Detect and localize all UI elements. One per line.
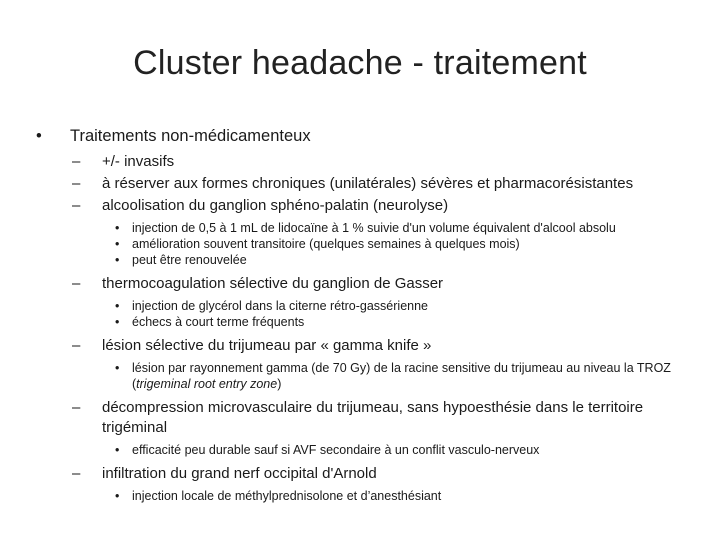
sub-item-text: échecs à court terme fréquents — [132, 315, 305, 329]
item-text: lésion sélective du trijumeau par « gamma knife » — [102, 337, 432, 354]
item-alcoolisation — [30, 196, 710, 216]
item-text: +/- invasifs — [102, 153, 175, 170]
item-thermocoagulation — [30, 274, 710, 294]
sub-item-text — [132, 361, 671, 391]
sub-list-decompression — [30, 442, 710, 458]
item-reserver — [30, 174, 710, 194]
sub-item — [30, 298, 710, 314]
item-invasifs — [30, 152, 710, 172]
sub-item-text: injection de 0,5 à 1 mL de lidocaïne à 1 % suivie d'un volume équivalent d'alcool absolu — [132, 221, 616, 235]
item-gamma-knife — [30, 336, 710, 356]
sub-item — [30, 488, 710, 504]
slide-content — [30, 124, 710, 510]
bullet-dot-icon: • — [115, 299, 120, 313]
sub-item-text: efficacité peu durable sauf si AVF secondaire à un conflit vasculo-nerveux — [132, 443, 540, 457]
sub-item-text-italic: trigeminal root entry zone — [136, 377, 278, 391]
dash-icon: – — [72, 197, 81, 214]
dash-icon: – — [72, 153, 81, 170]
item-infiltration — [30, 464, 710, 484]
item-decompression — [30, 398, 710, 438]
bullet-level1 — [30, 124, 710, 148]
bullet-dot-icon: • — [36, 127, 42, 145]
sub-item-text: amélioration souvent transitoire (quelques semaines à quelques mois) — [132, 237, 520, 251]
sub-list-thermocoagulation — [30, 298, 710, 330]
dash-icon: – — [72, 275, 81, 292]
sub-list-gamma-knife — [30, 360, 710, 392]
sub-item-text: injection locale de méthylprednisolone et d’anesthésiant — [132, 489, 442, 503]
sub-item — [30, 220, 710, 236]
dash-icon: – — [72, 175, 81, 192]
bullet-dot-icon: • — [115, 489, 120, 503]
item-text: à réserver aux formes chroniques (unilatérales) sévères et pharmacorésistantes — [102, 175, 634, 192]
sub-item-text-post: ) — [277, 377, 282, 391]
sub-item-text: injection de glycérol dans la citerne rétro-gassérienne — [132, 299, 428, 313]
sub-item — [30, 360, 710, 392]
sub-item — [30, 252, 710, 268]
bullet-text: Traitements non-médicamenteux — [70, 127, 311, 145]
sub-list-alcoolisation — [30, 220, 710, 268]
sub-item-text-pre: lésion par rayonnement gamma (de 70 Gy) de la racine sensitive du trijumeau au niveau la TROZ ( — [132, 361, 671, 391]
bullet-dot-icon: • — [115, 443, 120, 457]
sub-item-text: peut être renouvelée — [132, 253, 247, 267]
dash-icon: – — [72, 399, 81, 416]
item-text: alcoolisation du ganglion sphéno-palatin (neurolyse) — [102, 197, 449, 214]
dash-icon: – — [72, 337, 81, 354]
item-text: décompression microvasculaire du trijumeau, sans hypoesthésie dans le territoire trigéminal — [102, 399, 644, 436]
sub-item — [30, 442, 710, 458]
bullet-dot-icon: • — [115, 361, 120, 375]
sub-item — [30, 236, 710, 252]
dash-icon: – — [72, 465, 81, 482]
bullet-dot-icon: • — [115, 237, 120, 251]
bullet-dot-icon: • — [115, 253, 120, 267]
slide-title: Cluster headache - traitement — [133, 44, 587, 82]
item-text: infiltration du grand nerf occipital d'Arnold — [102, 465, 377, 482]
bullet-dot-icon: • — [115, 315, 120, 329]
sub-list-infiltration — [30, 488, 710, 504]
sub-item — [30, 314, 710, 330]
bullet-dot-icon: • — [115, 221, 120, 235]
item-text: thermocoagulation sélective du ganglion de Gasser — [102, 275, 444, 292]
